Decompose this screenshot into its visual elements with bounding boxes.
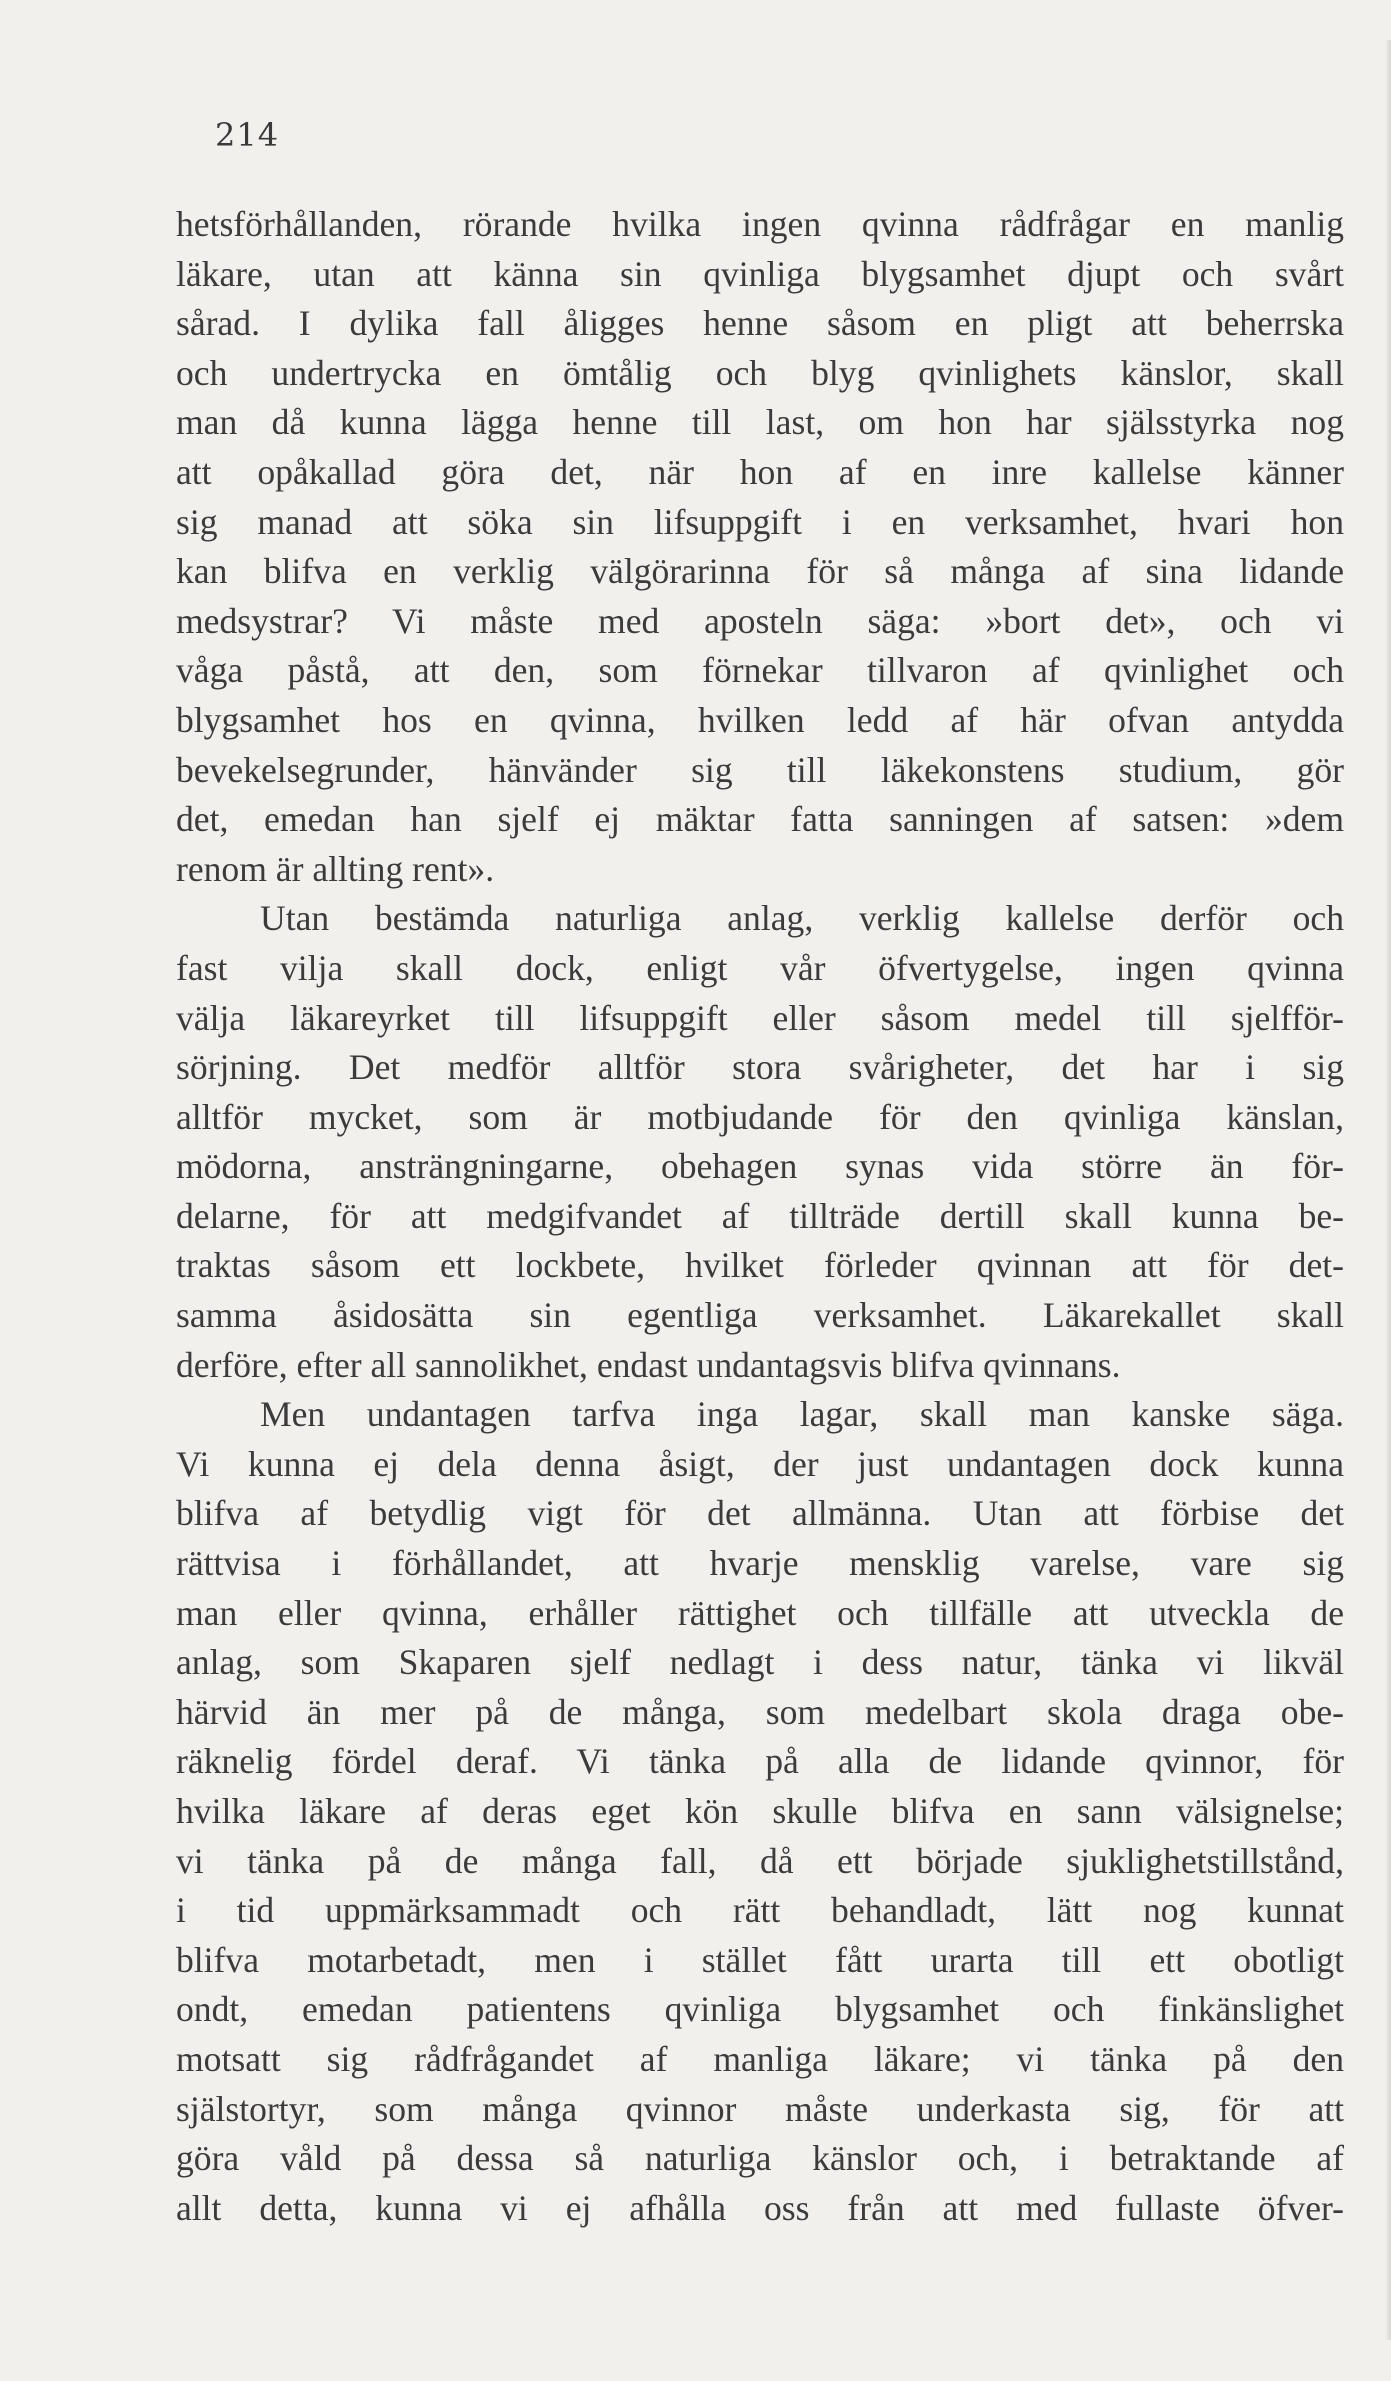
text-line-26: Vi kunna ej dela denna åsigt, der just undantagen dock kunna — [176, 1443, 1344, 1484]
text-line-23: samma åsidosätta sin egentliga verksamhet. Läkarekallet skall — [176, 1295, 1344, 1336]
text-line-41: allt detta, kunna vi ej afhålla oss från att med fullaste öfver- — [176, 2187, 1344, 2228]
text-line-4: och undertrycka en ömtålig och blyg qvinlighets känslor, skall — [176, 352, 1344, 393]
text-line-25: Men undantagen tarfva inga lagar, skall man kanske säga. — [260, 1394, 1344, 1435]
text-line-8: kan blifva en verklig välgörarinna för så många af sina lidande — [176, 551, 1344, 592]
page-edge-shadow — [1385, 40, 1391, 2340]
text-line-20: mödorna, ansträngningarne, obehagen synas vida större än för- — [176, 1146, 1344, 1187]
text-line-16: fast vilja skall dock, enligt vår öfvertygelse, ingen qvinna — [176, 947, 1344, 988]
text-line-22: traktas såsom ett lockbete, hvilket förleder qvinnan att för det- — [176, 1245, 1344, 1286]
text-line-32: räknelig fördel deraf. Vi tänka på alla de lidande qvinnor, för — [176, 1741, 1344, 1782]
text-line-30: anlag, som Skaparen sjelf nedlagt i dess natur, tänka vi likväl — [176, 1642, 1344, 1683]
text-line-19: alltför mycket, som är motbjudande för den qvinliga känslan, — [176, 1096, 1344, 1137]
text-line-7: sig manad att söka sin lifsuppgift i en verksamhet, hvari hon — [176, 501, 1344, 542]
text-line-9: medsystrar? Vi måste med aposteln säga: »bort det», och vi — [176, 600, 1344, 641]
text-line-1: hetsförhållanden, rörande hvilka ingen qvinna rådfrågar en manlig — [176, 204, 1344, 244]
text-line-29: man eller qvinna, erhåller rättighet och tillfälle att utveckla de — [176, 1592, 1344, 1633]
text-line-27: blifva af betydlig vigt för det allmänna. Utan att förbise det — [176, 1493, 1344, 1534]
text-line-37: ondt, emedan patientens qvinliga blygsamhet och finkänslighet — [176, 1989, 1344, 2030]
text-line-5: man då kunna lägga henne till last, om hon har själsstyrka nog — [176, 402, 1344, 443]
text-line-11: blygsamhet hos en qvinna, hvilken ledd af här ofvan antydda — [176, 699, 1344, 740]
body-text — [176, 200, 1344, 2233]
text-line-40: göra våld på dessa så naturliga känslor och, i betraktande af — [176, 2138, 1344, 2179]
text-line-31: härvid än mer på de många, som medelbart skola draga obe- — [176, 1691, 1344, 1732]
text-line-3: sårad. I dylika fall åligges henne såsom en pligt att beherrska — [176, 303, 1344, 344]
text-line-35: i tid uppmärksammadt och rätt behandladt, lätt nog kunnat — [176, 1890, 1344, 1931]
text-line-38: motsatt sig rådfrågandet af manliga läkare; vi tänka på den — [176, 2038, 1344, 2079]
text-line-13: det, emedan han sjelf ej mäktar fatta sanningen af satsen: »dem — [176, 799, 1344, 840]
text-line-24: derföre, efter all sannolikhet, endast undantagsvis blifva qvinnans. — [176, 1344, 1121, 1385]
text-line-17: välja läkareyrket till lifsuppgift eller såsom medel till sjelfför- — [176, 997, 1344, 1038]
text-line-36: blifva motarbetadt, men i stället fått urarta till ett obotligt — [176, 1939, 1344, 1980]
text-line-33: hvilka läkare af deras eget kön skulle blifva en sann välsignelse; — [176, 1791, 1344, 1831]
text-line-18: sörjning. Det medför alltför stora svårigheter, det har i sig — [176, 1047, 1344, 1088]
text-line-12: bevekelsegrunder, hänvänder sig till läkekonstens studium, gör — [176, 749, 1344, 790]
text-line-34: vi tänka på de många fall, då ett började sjuklighetstillstånd, — [176, 1840, 1344, 1881]
text-line-14: renom är allting rent». — [176, 848, 495, 889]
text-line-15: Utan bestämda naturliga anlag, verklig kallelse derför och — [260, 898, 1344, 939]
text-line-10: våga påstå, att den, som förnekar tillvaron af qvinlighet och — [176, 650, 1344, 691]
text-line-2: läkare, utan att känna sin qvinliga blygsamhet djupt och svårt — [176, 253, 1344, 294]
text-line-28: rättvisa i förhållandet, att hvarje mensklig varelse, vare sig — [176, 1543, 1344, 1584]
page-number: 214 — [215, 116, 280, 154]
text-line-6: att opåkallad göra det, när hon af en inre kallelse känner — [176, 451, 1344, 492]
text-line-39: själstortyr, som många qvinnor måste underkasta sig, för att — [176, 2088, 1344, 2129]
text-line-21: delarne, för att medgifvandet af tillträde dertill skall kunna be- — [176, 1195, 1344, 1236]
